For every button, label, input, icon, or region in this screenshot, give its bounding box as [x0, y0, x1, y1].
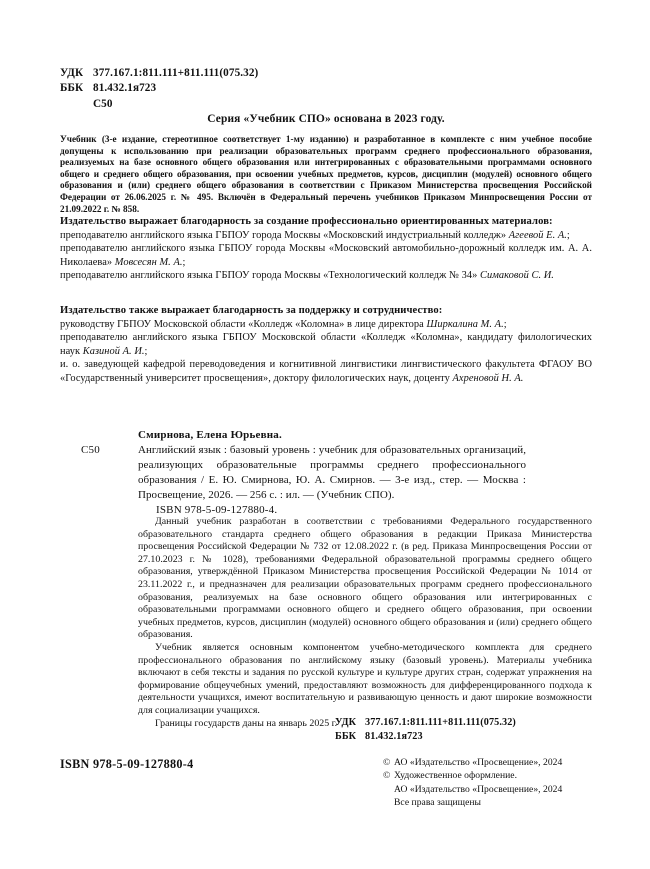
acknowledgement-entry	[60, 358, 592, 385]
acknowledgement-entry	[60, 331, 592, 358]
acknowledgement-person: Агеевой Е. А.	[508, 229, 567, 241]
bibliographic-record	[60, 428, 592, 518]
acknowledgements-section-2	[60, 304, 592, 385]
shelf-code-top: С50	[93, 97, 113, 110]
copyright-row	[383, 796, 595, 809]
copyright-row	[383, 769, 595, 782]
annotation-paragraph-1: Данный учебник разработан в соответствии с требованиями Федерального государственного образовательного стандарта среднего общего образования в редакции Приказа Министерства просвещения Российской Федерации № 732 от 12.08.2022 г. (в ред. Приказа Минпросвещения России от 27.10.2023 г. № 1028), требованиями Федеральной образовательной программы среднего общего образования, утверждённой Приказом Министерства просвещения Российской Федерации № 1014 от 23.11.2022 г., и предназначен для реализации образовательных программ среднего профессионального образования, реализуемых на базе основного общего образования или интегрированных с образовательными программами основного общего и среднего общего образования, при освоении учебных предметов, курсов, дисциплин (модулей) основного общего образования и (или) среднего общего образования.	[138, 516, 592, 641]
acknowledgement-text: преподавателю английского языка ГБПОУ города Москвы «Московский автомобильно-дорожный колледж им. А. А. Николаева»	[60, 243, 592, 268]
acknowledgement-entry	[60, 242, 592, 269]
bbk-label-top: ББК	[60, 82, 84, 95]
bib-shelf-code: С50	[81, 444, 100, 456]
acknowledgement-tail: ;	[182, 256, 186, 268]
bbk-label-bottom: ББК	[335, 730, 357, 742]
udk-label-top: УДК	[60, 67, 84, 79]
approval-paragraph: Учебник (3-е издание, стереотипное соответствует 1-му изданию) и разработанное в комплекте с ним учебное пособие допущены к использованию при реализации образовательных программ среднего профессионального образования, реализуемых на базе основного общего образования или интегрированных с образовательными программами основного общего и среднего общего образования, при освоении учебных предметов, курсов, дисциплин (модулей) основного общего образования и (или) среднего общего образования в соответствии с Приказом Министерства просвещения Российской Федерации от 26.06.2025 г. № 495. Включён в Федеральный перечень учебников Приказом Минпросвещения России от 21.09.2022 г. № 858.	[60, 134, 592, 214]
bib-description: Английский язык : базовый уровень : учебник для образовательных организаций, реализующих образовательные программы среднего профессионального образования / Е. Ю. Смирнова, Ю. А. Смирнов. — 3-е изд., стер. — Москва : Просвещение, 2026. — 256 с. : ил. — (Учебник СПО).	[138, 444, 526, 501]
acknowledgement-entry	[60, 229, 592, 243]
acknowledgement-person: Казиной А. И.	[82, 345, 145, 357]
acknowledgements-heading-1: Издательство выражает благодарность за создание профессионально ориентированных материалов:	[60, 216, 553, 227]
copyright-line-1: АО «Издательство «Просвещение», 2024	[394, 757, 563, 768]
acknowledgement-entry	[60, 269, 592, 283]
copyright-line-4: Все права защищены	[394, 797, 482, 809]
copyright-icon: ©	[383, 757, 391, 768]
bbk-row-top	[60, 81, 258, 96]
acknowledgements-heading-2: Издательство также выражает благодарность за поддержку и сотрудничество:	[60, 305, 443, 316]
annotation-paragraph-2: Учебник является основным компонентом учебно-методического комплекта для среднего профессионального образования по английскому языку (базовый уровень). Материалы учебника включают в себя тексты и задания по русской культуре и культуре других стран, содержат упражнения на формирование общеучебных умений, предоставляют возможность для дифференцированного подхода к деятельности учащихся, имеют воспитательную и развивающую ценность и дают широкие возможности для социализации учащихся.	[138, 641, 592, 716]
udk-value-top: 377.167.1:811.111+811.111(075.32)	[93, 67, 259, 79]
udk-value-bottom: 377.167.1:811.111+811.111(075.32)	[365, 717, 516, 728]
acknowledgement-tail: ;	[503, 318, 507, 330]
acknowledgement-text: преподавателю английского языка ГБПОУ города Москвы «Технологический колледж № 34»	[60, 270, 480, 282]
copyright-row	[383, 756, 595, 769]
classification-block-top	[60, 66, 258, 112]
udk-label-bottom: УДК	[335, 717, 357, 728]
copyright-icon: ©	[383, 770, 391, 782]
bbk-value-top: 81.432.1я723	[93, 82, 157, 95]
acknowledgements-section-1	[60, 215, 592, 283]
isbn-footer: ISBN 978-5-09-127880-4	[60, 757, 194, 771]
annotation-block	[138, 516, 592, 730]
bib-author-heading: Смирнова, Елена Юрьевна.	[138, 429, 282, 441]
acknowledgement-text: преподавателю английского языка ГБПОУ Московской области «Колледж «Коломна», кандидату филологических наук	[60, 332, 592, 357]
acknowledgement-text: руководству ГБПОУ Московской области «Колледж «Коломна» в лице директора	[60, 318, 427, 330]
bbk-value-bottom: 81.432.1я723	[365, 730, 423, 742]
copyright-line-2: Художественное оформление.	[394, 770, 518, 782]
copyright-row	[383, 783, 595, 796]
acknowledgement-tail: ;	[566, 229, 570, 241]
acknowledgement-person: Ширкалина М. А.	[426, 318, 504, 330]
bib-body	[60, 443, 592, 503]
udk-row-bottom	[335, 716, 516, 730]
series-note: Серия «Учебник СПО» основана в 2023 году.	[207, 113, 445, 125]
udk-row-top	[60, 66, 258, 81]
copyright-block	[383, 756, 595, 810]
bib-isbn: ISBN 978-5-09-127880-4.	[156, 504, 278, 516]
classification-block-bottom	[335, 716, 516, 743]
acknowledgement-entry	[60, 318, 592, 332]
acknowledgement-text: и. о. заведующей кафедрой переводоведения и когнитивной лингвистики лингвистического факультета ФГАОУ ВО «Государственный университет просвещения», доктору филологических наук, доценту	[60, 359, 592, 384]
bbk-row-bottom	[335, 730, 516, 744]
copyright-line-3: АО «Издательство «Просвещение», 2024	[394, 783, 563, 795]
acknowledgement-person: Мовсесян М. А.	[114, 256, 183, 268]
acknowledgement-person: Ахреновой Н. А.	[452, 372, 524, 384]
annotation-paragraph-3: Границы государств даны на январь 2025 г.	[155, 717, 338, 729]
acknowledgement-tail: ;	[144, 345, 148, 357]
acknowledgement-person: Симаковой С. И.	[480, 270, 554, 282]
acknowledgement-text: преподавателю английского языка ГБПОУ города Москвы «Московский индустриальный колледж»	[60, 229, 509, 241]
